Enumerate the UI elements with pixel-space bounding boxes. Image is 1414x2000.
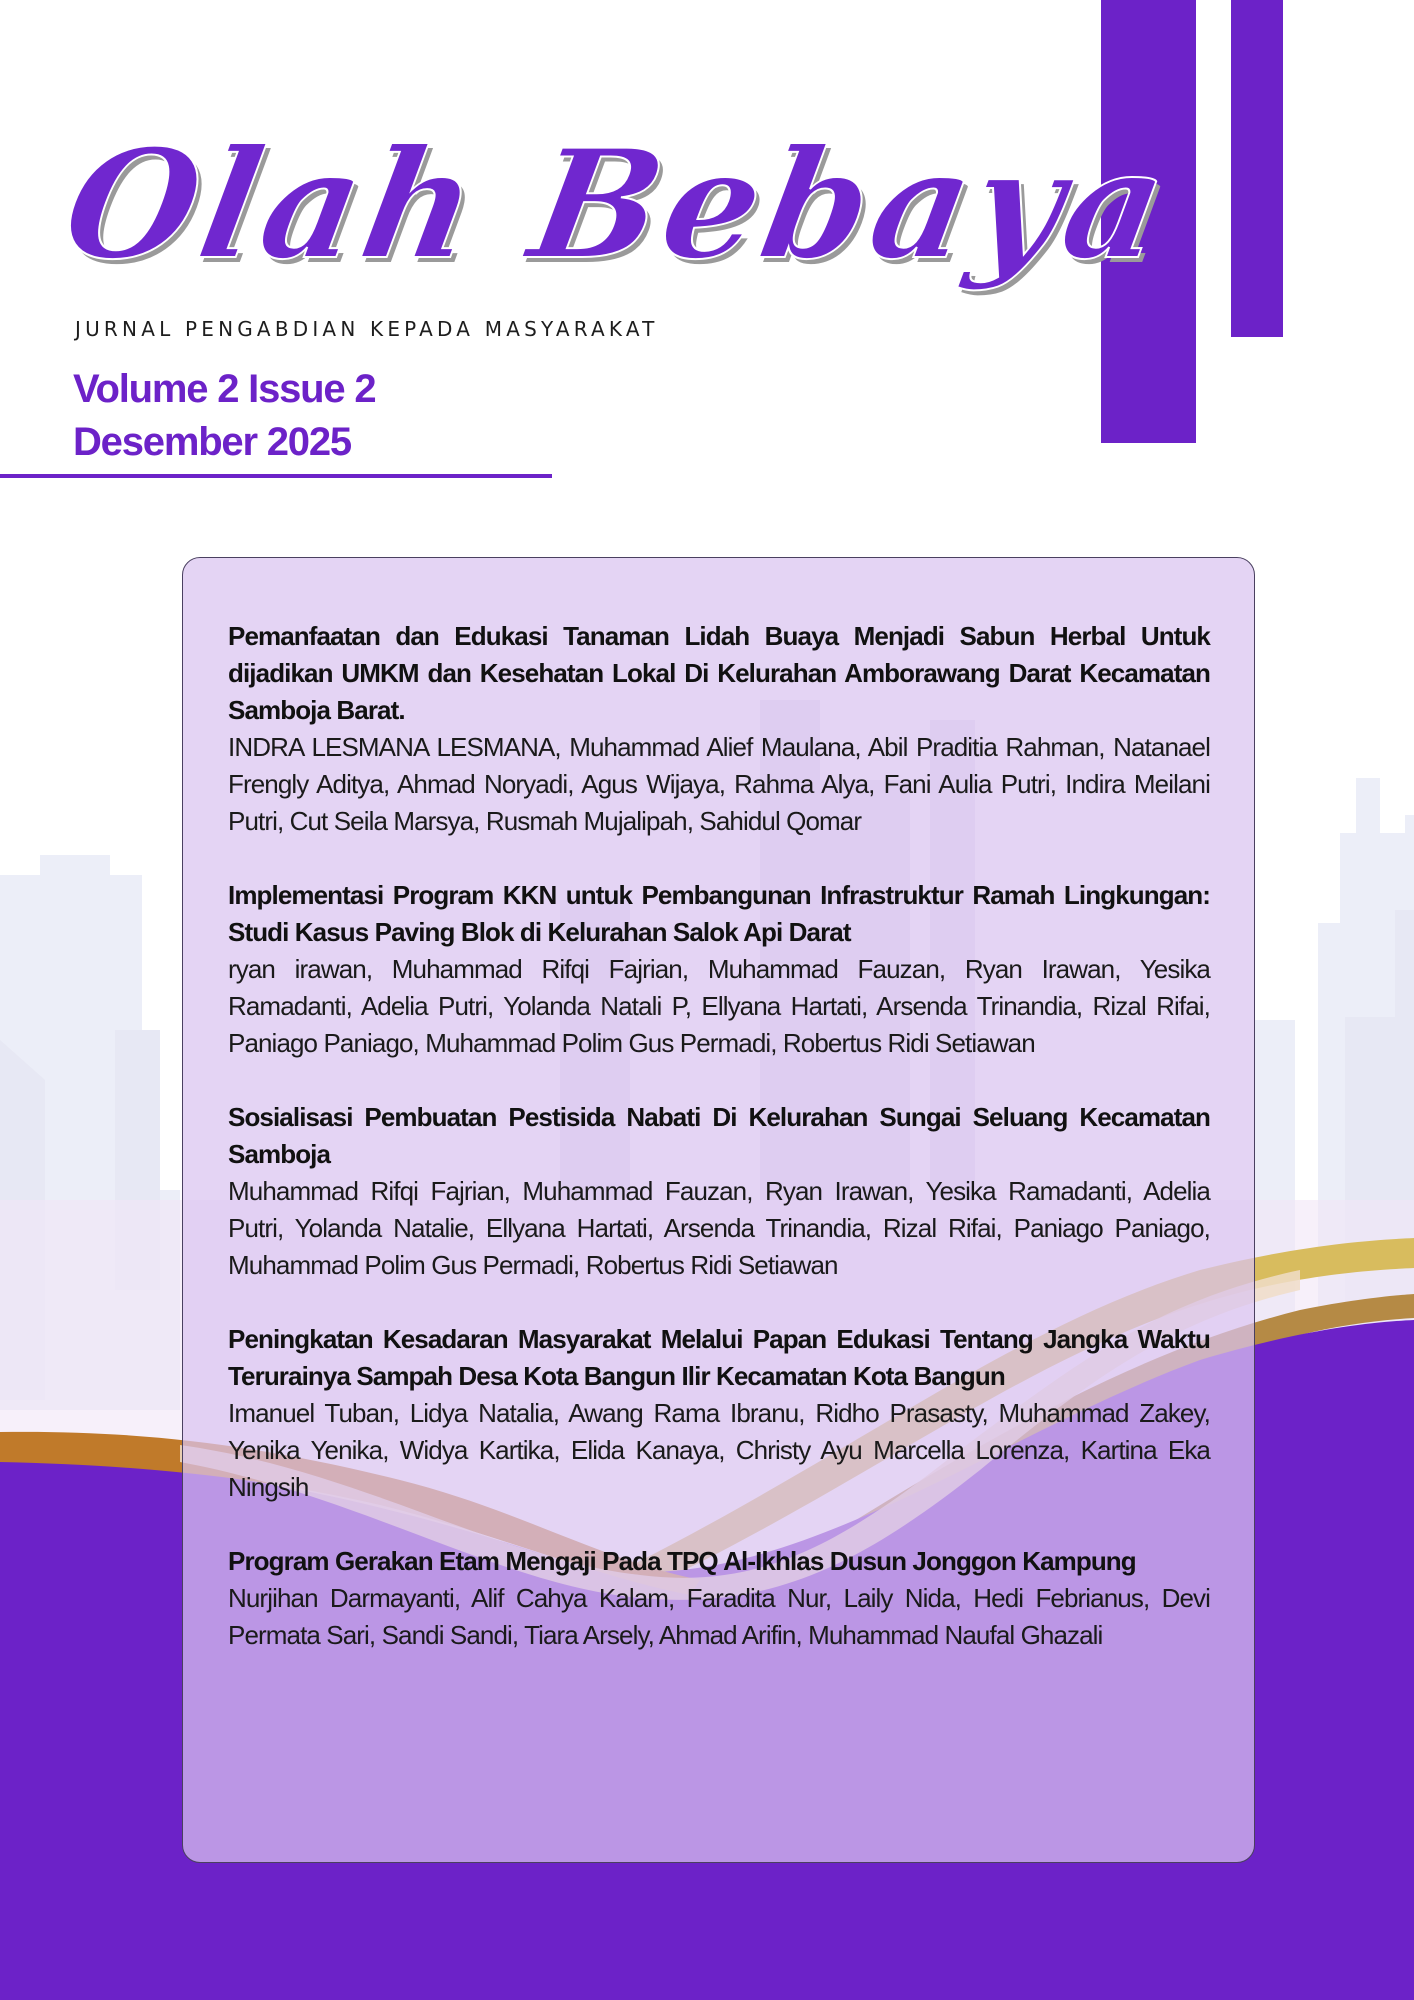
volume-issue: Volume 2 Issue 2 [73,367,376,411]
decorative-bar-narrow [1231,0,1283,337]
article-item [228,1543,1210,1654]
article-authors: Nurjihan Darmayanti, Alif Cahya Kalam, Faradita Nur, Laily Nida, Hedi Febrianus, Devi Permata Sari, Sandi Sandi, Tiara Arsely, Ahmad Arifin, Muhammad Naufal Ghazali [228,1583,1210,1650]
article-authors: Imanuel Tuban, Lidya Natalia, Awang Rama Ibranu, Ridho Prasasty, Muhammad Zakey, Yenika Yenika, Widya Kartika, Elida Kanaya, Christy Ayu Marcella Lorenza, Kartina Eka Ningsih [228,1398,1210,1502]
article-title[interactable]: Pemanfaatan dan Edukasi Tanaman Lidah Buaya Menjadi Sabun Herbal Untuk dijadikan UMKM dan Kesehatan Lokal Di Kelurahan Amborawang Darat Kecamatan Samboja Barat. [228,621,1210,725]
article-title[interactable]: Peningkatan Kesadaran Masyarakat Melalui Papan Edukasi Tentang Jangka Waktu Terurainya Sampah Desa Kota Bangun Ilir Kecamatan Kota Bangun [228,1324,1210,1391]
issue-info [73,363,375,469]
article-authors: ryan irawan, Muhammad Rifqi Fajrian, Muhammad Fauzan, Ryan Irawan, Yesika Ramadanti, Adelia Putri, Yolanda Natali P, Ellyana Hartati, Arsenda Trinandia, Rizal Rifai, Paniago Paniago, Muhammad Polim Gus Permadi, Robertus Ridi Setiawan [228,954,1210,1058]
article-list [228,618,1210,1691]
article-item [228,1099,1210,1284]
article-title[interactable]: Sosialisasi Pembuatan Pestisida Nabati Di Kelurahan Sungai Seluang Kecamatan Samboja [228,1102,1210,1169]
issue-underline [0,474,552,478]
journal-subtitle: JURNAL PENGABDIAN KEPADA MASYARAKAT [75,317,659,341]
article-authors: Muhammad Rifqi Fajrian, Muhammad Fauzan, Ryan Irawan, Yesika Ramadanti, Adelia Putri, Yolanda Natalie, Ellyana Hartati, Arsenda Trinandia, Rizal Rifai, Paniago Paniago, Muhammad Polim Gus Permadi, Robertus Ridi Setiawan [228,1176,1210,1280]
issue-date: Desember 2025 [73,420,351,464]
article-item [228,877,1210,1062]
article-item [228,618,1210,840]
contents-panel [182,557,1255,1863]
journal-logo [52,110,1183,360]
article-title[interactable]: Program Gerakan Etam Mengaji Pada TPQ Al-Ikhlas Dusun Jonggon Kampung [228,1546,1136,1576]
article-authors: INDRA LESMANA LESMANA, Muhammad Alief Maulana, Abil Praditia Rahman, Natanael Frengly Aditya, Ahmad Noryadi, Agus Wijaya, Rahma Alya, Fani Aulia Putri, Indira Meilani Putri, Cut Seila Marsya, Rusmah Mujalipah, Sahidul Qomar [228,732,1210,836]
article-title[interactable]: Implementasi Program KKN untuk Pembangunan Infrastruktur Ramah Lingkungan: Studi Kasus Paving Blok di Kelurahan Salok Api Darat [228,880,1210,947]
journal-title: Olah Bebaya [52,117,1183,293]
article-item [228,1321,1210,1506]
